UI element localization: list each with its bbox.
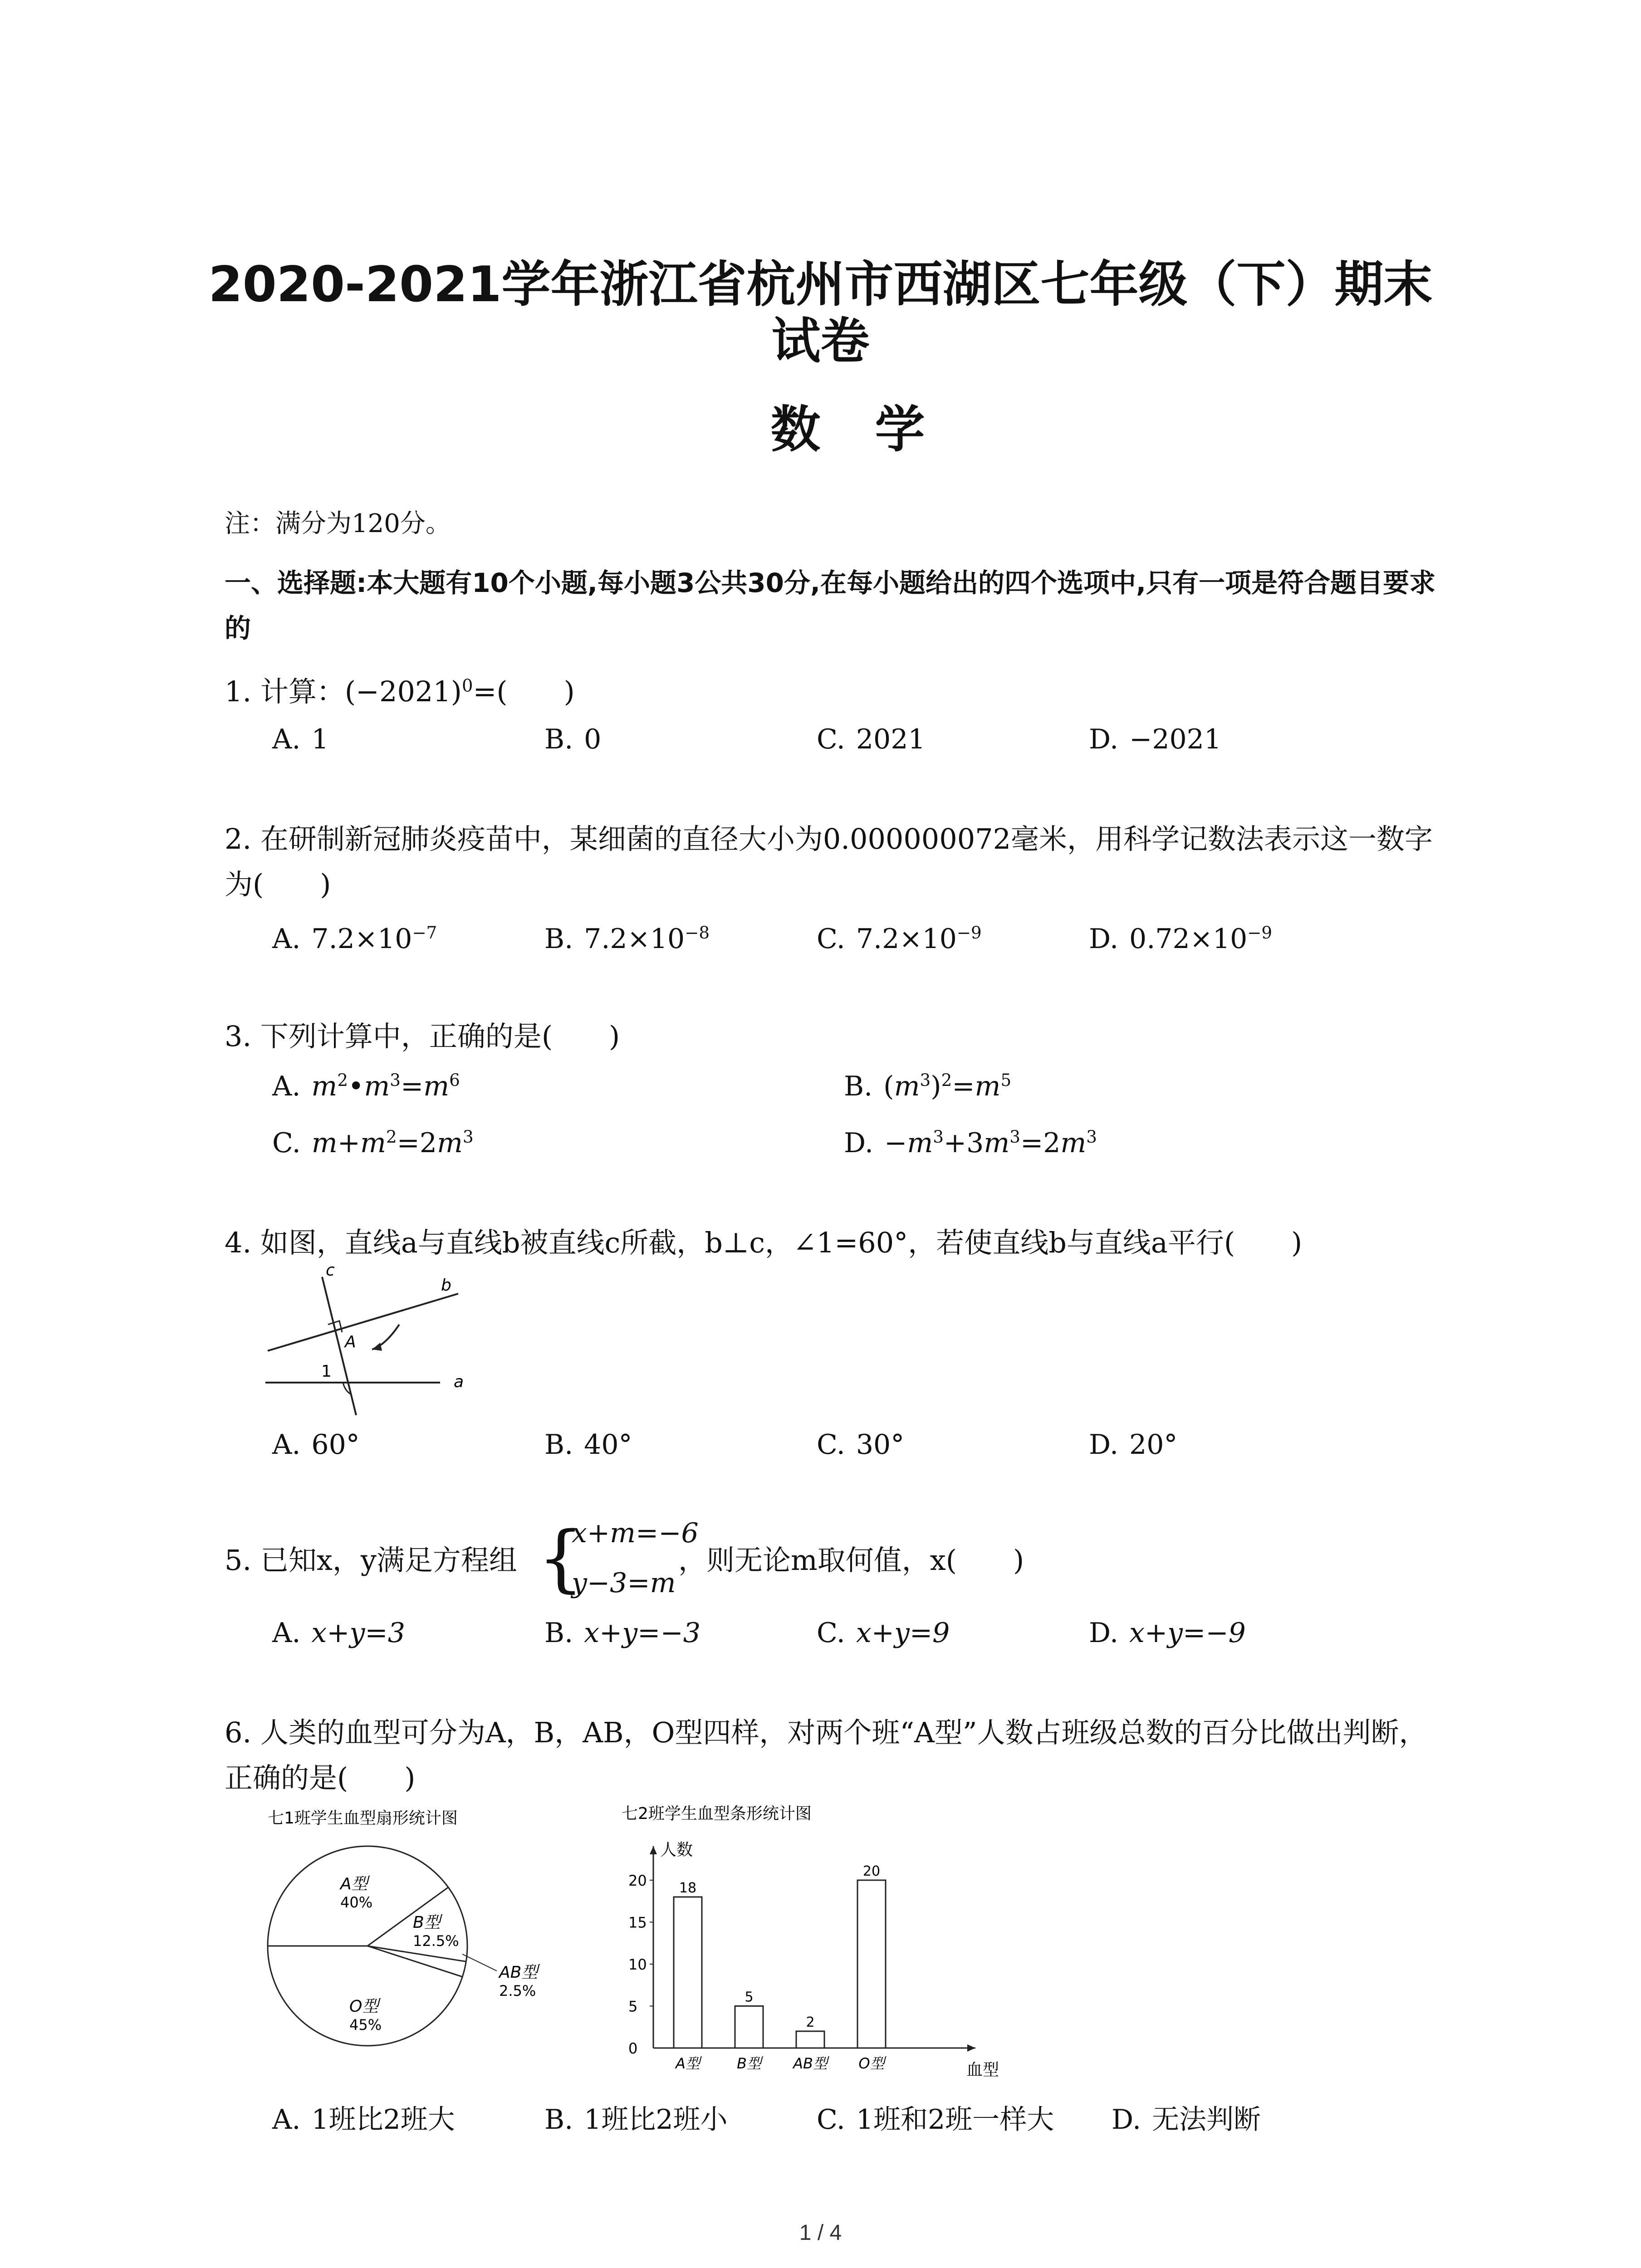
bar-A型 <box>674 1897 702 2048</box>
q2-option-d[interactable]: D. $0.72\times 10^{-9}$ <box>1089 923 1273 955</box>
pie-label-B型: B型 <box>413 1913 441 1932</box>
exam-note: 注：满分为120分。 <box>225 509 451 538</box>
y-tick-15: 15 <box>628 1914 647 1931</box>
equation-2: y−3=m <box>572 1567 676 1599</box>
q3-option-c[interactable]: C. $m+m^2=2m^3$ <box>272 1127 474 1159</box>
arrow-curve <box>372 1325 399 1349</box>
x-axis-label: 血型 <box>966 2061 999 2079</box>
pie-slice-O型 <box>367 1946 462 1977</box>
q6-option-a[interactable]: A. 1班比2班大 <box>272 2104 455 2136</box>
q1-option-b[interactable]: B. 0 <box>544 723 602 755</box>
bar-category-O型: O型 <box>858 2055 885 2072</box>
pie-value-A型: 40% <box>340 1894 373 1911</box>
q5-option-c[interactable]: C. x+y=9 <box>817 1617 950 1649</box>
question-3: 3. 下列计算中，正确的是( ) <box>225 1020 620 1053</box>
pie-title: 七1班学生血型扇形统计图 <box>268 1809 458 1828</box>
y-axis-label: 人数 <box>660 1841 693 1859</box>
y-tick-20: 20 <box>628 1872 647 1889</box>
label-A: A <box>345 1333 356 1351</box>
q4-option-b[interactable]: B. 40° <box>544 1429 632 1461</box>
bar-category-B型: B型 <box>737 2055 761 2072</box>
q6-option-b[interactable]: B. 1班比2班小 <box>544 2104 728 2136</box>
bar-title: 七2班学生血型条形统计图 <box>622 1804 812 1823</box>
q5-option-d[interactable]: D. x+y=−9 <box>1089 1617 1246 1649</box>
bar-O型 <box>857 1880 886 2048</box>
x-axis-arrow <box>967 2044 975 2052</box>
q1-option-c[interactable]: C. 2021 <box>817 723 926 755</box>
q5-option-b[interactable]: B. x+y=−3 <box>544 1617 700 1649</box>
arrow-head <box>372 1343 382 1351</box>
question-5-suffix: ，则无论m取何值，x( ) <box>678 1544 1024 1577</box>
label-1: 1 <box>321 1362 332 1381</box>
q4-lines-figure <box>263 1266 481 1415</box>
q2-option-b[interactable]: B. $7.2\times 10^{-8}$ <box>544 923 710 955</box>
bar-value-B型: 5 <box>745 1989 754 2005</box>
y-tick-5: 5 <box>628 1998 638 2015</box>
q2-option-c[interactable]: C. $7.2\times 10^{-9}$ <box>817 923 982 955</box>
y-axis-arrow <box>650 1846 657 1854</box>
q3-option-b[interactable]: B. $(m^3)^2=m^5$ <box>844 1070 1012 1102</box>
pie-chart <box>263 1805 608 2068</box>
pie-label-A型: A型 <box>340 1875 368 1893</box>
q1-option-a[interactable]: A. 1 <box>272 723 329 755</box>
bar-category-A型: A型 <box>676 2055 700 2072</box>
equation-1: x+m=−6 <box>572 1517 699 1549</box>
label-b: b <box>441 1276 451 1295</box>
page-number: 1 / 4 <box>799 2221 842 2245</box>
system-brace: { <box>538 1515 584 1600</box>
bar-B型 <box>735 2006 763 2048</box>
exam-title-line1: 2020-2021学年浙江省杭州市西湖区七年级（下）期末 <box>208 256 1433 313</box>
exam-title-line2: 试卷 <box>771 313 870 370</box>
bar-category-AB型: AB型 <box>793 2055 828 2072</box>
section-heading: 一、选择题:本大题有10个小题,每小题3公共30分,在每小题给出的四个选项中,只有一项是符合题目要求的 <box>225 567 1436 644</box>
q6-option-c[interactable]: C. 1班和2班一样大 <box>817 2104 1054 2136</box>
bar-value-A型: 18 <box>679 1880 697 1896</box>
line-b <box>268 1294 458 1351</box>
label-c: c <box>326 1266 335 1280</box>
q3-option-d[interactable]: D. $-m^3+3m^3=2m^3$ <box>844 1127 1097 1159</box>
bar-marks <box>674 1863 887 2072</box>
pie-value-O型: 45% <box>349 2016 382 2033</box>
q6-option-d[interactable]: D. 无法判断 <box>1112 2104 1261 2136</box>
label-a: a <box>454 1373 464 1391</box>
bar-AB型 <box>796 2031 824 2048</box>
y-tick-10: 10 <box>628 1956 647 1973</box>
question-6: 6. 人类的血型可分为A，B，AB，O型四样，对两个班“A型”人数占班级总数的百分比做出判断，正确的是( ) <box>225 1716 1427 1794</box>
pie-label-AB型: AB型 <box>499 1963 538 1982</box>
pie-value-AB型: 2.5% <box>499 1982 536 1999</box>
q4-option-a[interactable]: A. 60° <box>272 1429 360 1461</box>
q5-option-a[interactable]: A. x+y=3 <box>272 1617 405 1649</box>
y-tick-0: 0 <box>628 2040 638 2057</box>
bar-chart <box>603 1801 1012 2091</box>
q4-option-c[interactable]: C. 30° <box>817 1429 905 1461</box>
question-1: 1. 计算：$(-2021)^0=$( ) <box>225 675 575 708</box>
question-4: 4. 如图，直线a与直线b被直线c所截，b⊥c，∠1=60°，若使直线b与直线a平行( ) <box>225 1226 1303 1259</box>
pie-labels <box>339 1875 540 2033</box>
subject-title: 数学 <box>770 401 980 459</box>
pie-label-O型: O型 <box>349 1997 379 2016</box>
question-5-prefix: 5. 已知x，y满足方程组 <box>225 1544 517 1577</box>
bar-value-AB型: 2 <box>806 2014 815 2030</box>
bar-value-O型: 20 <box>862 1863 881 1879</box>
q4-option-d[interactable]: D. 20° <box>1089 1429 1178 1461</box>
q3-option-a[interactable]: A. $m^2•m^3=m^6$ <box>272 1070 460 1102</box>
q2-option-a[interactable]: A. $7.2\times 10^{-7}$ <box>272 923 437 955</box>
q1-option-d[interactable]: D. −2021 <box>1089 723 1222 755</box>
question-2: 2. 在研制新冠肺炎疫苗中，某细菌的直径大小为0.000000072毫米，用科学记数法表示这一数字为( ) <box>225 822 1433 901</box>
pie-value-B型: 12.5% <box>413 1932 459 1950</box>
ab-leader-line <box>462 1954 497 1971</box>
